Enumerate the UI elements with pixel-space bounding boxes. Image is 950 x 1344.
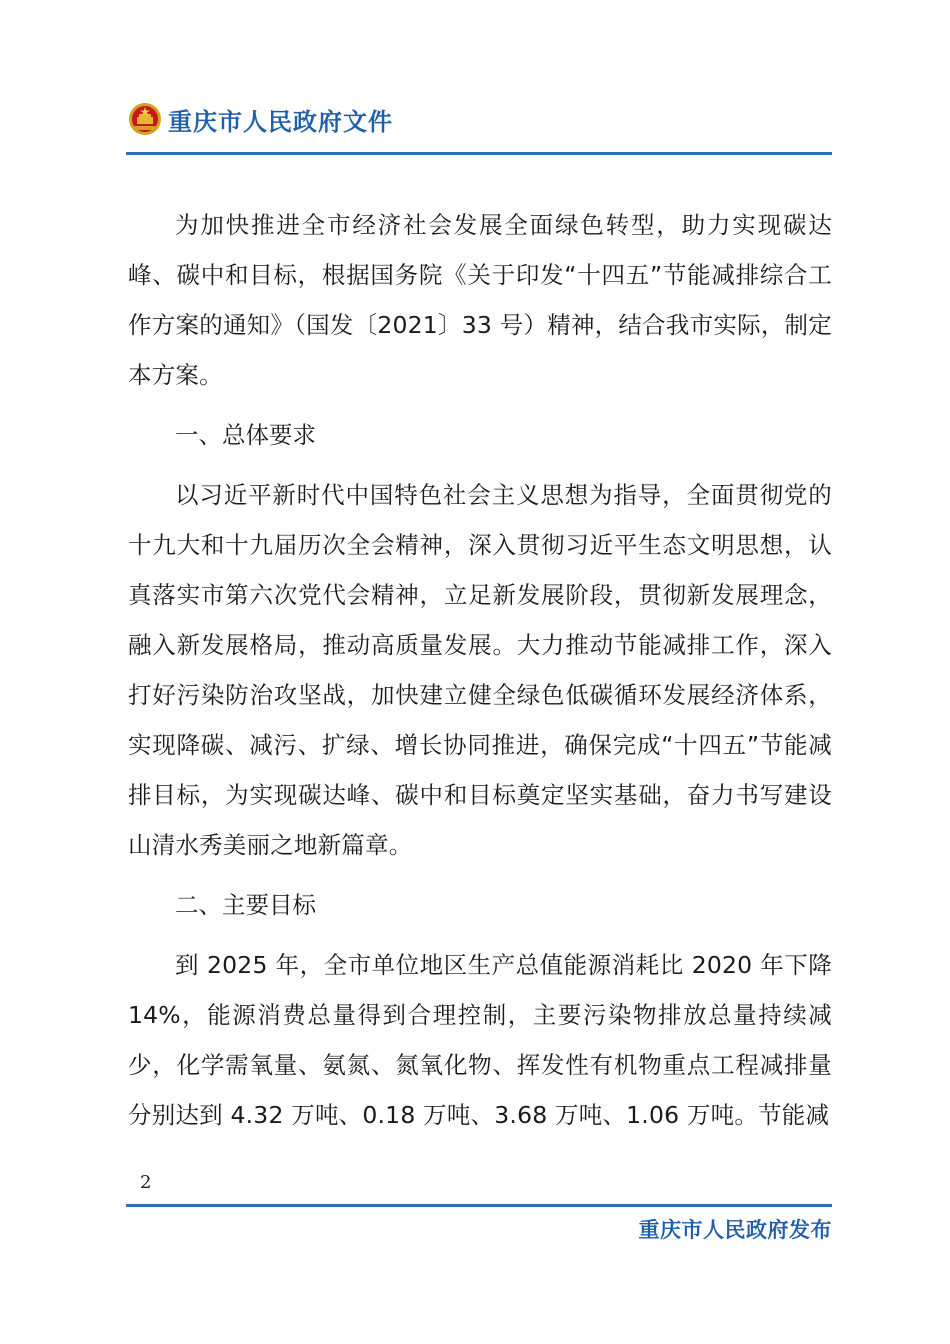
publisher-label: 重庆市人民政府发布 [638, 1218, 832, 1242]
body-paragraph: 为加快推进全市经济社会发展全面绿色转型，助力实现碳达峰、碳中和目标，根据国务院《关于印发“十四五”节能减排综合工作方案的通知》（国发〔2021〕33 号）精神，结合我市实际，制定本方案。 [128, 211, 832, 389]
header-divider [126, 152, 832, 155]
section-heading: 一、总体要求 [175, 421, 316, 449]
document-body [128, 200, 832, 1150]
footer-divider [126, 1204, 832, 1207]
national-emblem-icon [128, 102, 162, 136]
body-paragraph: 以习近平新时代中国特色社会主义思想为指导，全面贯彻党的十九大和十九届历次全会精神，深入贯彻习近平生态文明思想，认真落实市第六次党代会精神，立足新发展阶段，贯彻新发展理念，融入新发展格局，推动高质量发展。大力推动节能减排工作，深入打好污染防治攻坚战，加快建立健全绿色低碳循环发展经济体系，实现降碳、减污、扩绿、增长协同推进，确保完成“十四五”节能减排目标，为实现碳达峰、碳中和目标奠定坚实基础，奋力书写建设山清水秀美丽之地新篇章。 [128, 481, 832, 859]
page-number: 2 [140, 1172, 152, 1193]
section-heading: 二、主要目标 [175, 891, 316, 919]
body-paragraph: 到 2025 年，全市单位地区生产总值能源消耗比 2020 年下降 14%，能源消费总量得到合理控制，主要污染物排放总量持续减少，化学需氧量、氨氮、氮氧化物、挥发性有机物重点工程减排量分别达到 4.32 万吨、0.18 万吨、3.68 万吨、1.06 万吨。节能减 [128, 951, 832, 1129]
document-title: 重庆市人民政府文件 [168, 107, 393, 136]
document-header [128, 98, 393, 140]
